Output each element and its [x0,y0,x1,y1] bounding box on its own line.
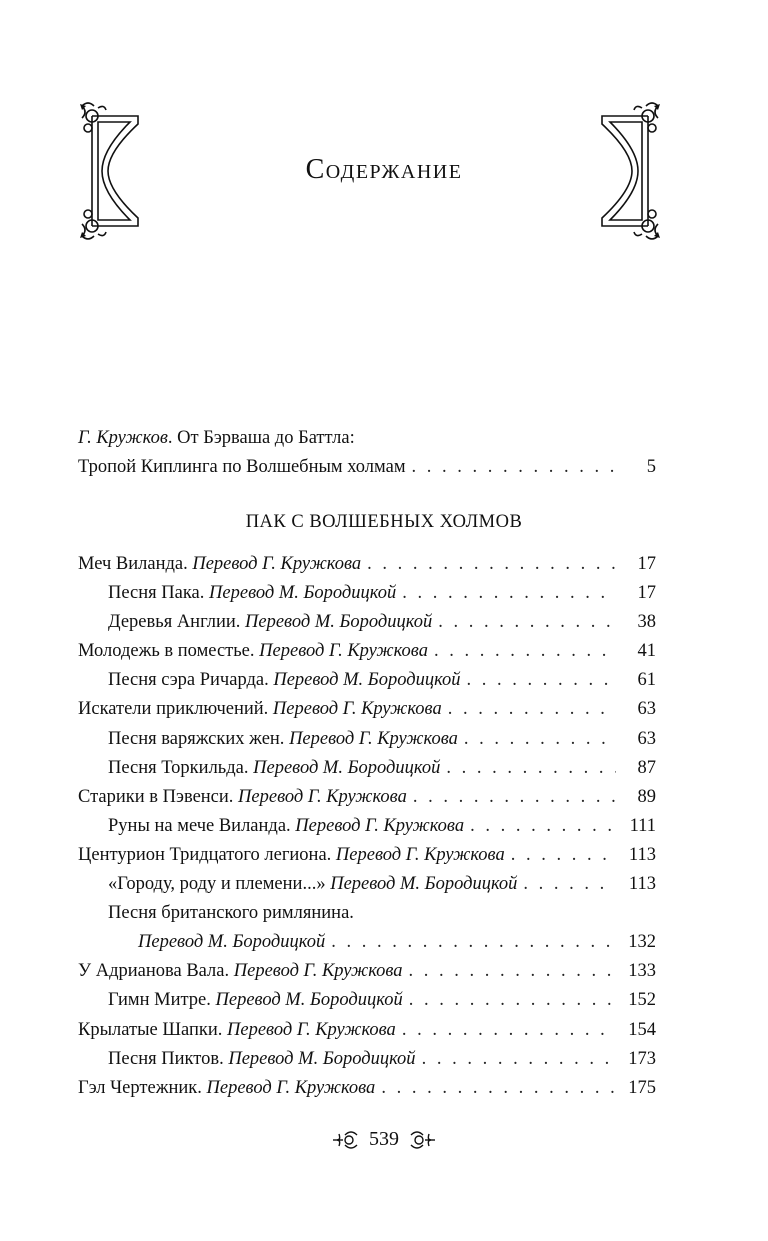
dot-leader [470,812,616,841]
dot-leader [381,1074,616,1103]
entry-page: 63 [637,728,656,749]
entry-page: 133 [628,961,656,982]
toc-entry[interactable] [78,812,656,841]
dot-leader [434,637,616,666]
entry-title: «Городу, роду и племени...» [108,874,331,895]
entry-title: Меч Виланда. [78,554,193,574]
entry-title: Деревья Англии. [108,612,246,633]
section-title: ПАК С ВОЛШЕБНЫХ ХОЛМОВ [245,512,523,532]
entry-translator: Перевод Г. Кружкова [289,728,458,749]
dot-leader [409,986,616,1015]
entry-translator: Перевод Г. Кружкова [295,815,465,836]
toc-entry[interactable] [78,637,656,666]
entry-page: 61 [637,670,656,691]
page-title: Содержание [305,154,463,185]
entry-page: 175 [628,1077,656,1098]
toc-entry[interactable] [78,666,656,695]
intro-line-1 [78,424,656,453]
entry-title: Гэл Чертежник. [78,1077,207,1098]
entry-title: У Адрианова Вала. [78,961,234,982]
entry-page: 154 [628,1019,656,1040]
entry-page: 38 [637,612,656,633]
entry-page: 113 [628,844,656,865]
entry-translator: Перевод Г. Кружкова [227,1019,396,1040]
entry-page: 41 [637,641,656,662]
dot-leader [402,1016,616,1045]
entry-translator: Перевод Г. Кружкова [233,961,403,982]
entry-translator: Перевод Г. Кружкова [192,554,362,574]
entry-title: Искатели приключений. [78,699,273,720]
intro-title: . От Бэрваша до Баттла: [167,428,355,448]
entry-translator: Перевод М. Бородицкой [330,874,518,895]
entry-title: Молодежь в поместье. [78,641,260,662]
dot-leader [331,928,616,957]
toc-entry[interactable] [78,754,656,783]
intro-entry[interactable] [78,424,656,482]
entry-translator: Перевод М. Бородицкой [245,612,433,633]
flourish-left-icon [331,1129,361,1151]
intro-author: Г. Кружков [78,428,168,448]
entry-page: 87 [637,757,656,778]
toc-entry[interactable] [78,1016,656,1045]
entry-page: 63 [637,699,656,720]
dot-leader [467,666,616,695]
entry-translator: Перевод М. Бородицкой [253,757,441,778]
entry-title: Центурион Тридцатого легиона. [78,844,336,865]
entry-page: 111 [629,815,656,836]
entry-page: 89 [637,786,656,807]
entry-title: Песня сэра Ричарда. [108,670,274,691]
dot-leader [402,579,616,608]
toc-entry[interactable] [78,1045,656,1074]
entry-translator: Перевод Г. Кружкова [335,844,505,865]
toc-entry-title-only[interactable] [78,899,656,928]
entry-page: 17 [637,554,656,574]
intro-page: 5 [646,457,656,477]
entry-title: Песня Торкильда. [108,757,254,778]
intro-line-2 [78,453,656,482]
toc-entry-continuation[interactable] [78,928,656,957]
toc-entry[interactable] [78,783,656,812]
intro-subtitle: Тропой Киплинга по Волшебным холмам [78,457,406,477]
dot-leader [409,957,616,986]
toc-entry[interactable] [78,579,656,608]
toc-entry[interactable] [78,608,656,637]
entry-title: Песня Пиктов. [108,1048,229,1069]
entry-translator: Перевод М. Бородицкой [138,932,326,953]
page-footer [0,1128,768,1151]
toc-entry[interactable] [78,550,656,579]
dot-leader [464,725,616,754]
entry-page: 113 [628,874,656,895]
entry-title: Старики в Пэвенси. [78,786,239,807]
toc-entry[interactable] [78,870,656,899]
entry-translator: Перевод Г. Кружкова [272,699,442,720]
table-of-contents [78,550,656,1103]
dot-leader [422,1045,616,1074]
dot-leader [412,453,616,482]
entry-page: 132 [628,932,656,953]
dot-leader [367,550,616,579]
dot-leader [511,841,616,870]
dot-leader [446,754,616,783]
entry-translator: Перевод М. Бородицкой [228,1048,416,1069]
entry-title: Гимн Митре. [108,990,216,1011]
toc-entry[interactable] [78,841,656,870]
entry-translator: Перевод Г. Кружкова [259,641,428,662]
entry-page: 152 [628,990,656,1011]
dot-leader [523,870,616,899]
entry-title: Песня британского римлянина. [108,903,354,924]
dot-leader [438,608,616,637]
page-number: 539 [369,1128,399,1150]
entry-title: Песня Пака. [108,583,210,604]
toc-entry[interactable] [78,986,656,1015]
entry-translator: Перевод М. Бородицкой [215,990,403,1011]
entry-page: 173 [628,1048,656,1069]
dot-leader [413,783,616,812]
entry-title: Песня варяжских жен. [108,728,290,749]
entry-page: 17 [637,583,656,604]
toc-entry[interactable] [78,957,656,986]
entry-title: Крылатые Шапки. [78,1019,228,1040]
entry-translator: Перевод Г. Кружкова [238,786,407,807]
entry-title: Руны на мече Виланда. [108,815,296,836]
flourish-right-icon [407,1129,437,1151]
toc-entry[interactable] [78,1074,656,1103]
entry-translator: Перевод М. Бородицкой [273,670,461,691]
entry-translator: Перевод М. Бородицкой [209,583,397,604]
toc-entry[interactable] [78,725,656,754]
toc-entry[interactable] [78,695,656,724]
dot-leader [448,695,616,724]
entry-translator: Перевод Г. Кружкова [206,1077,376,1098]
